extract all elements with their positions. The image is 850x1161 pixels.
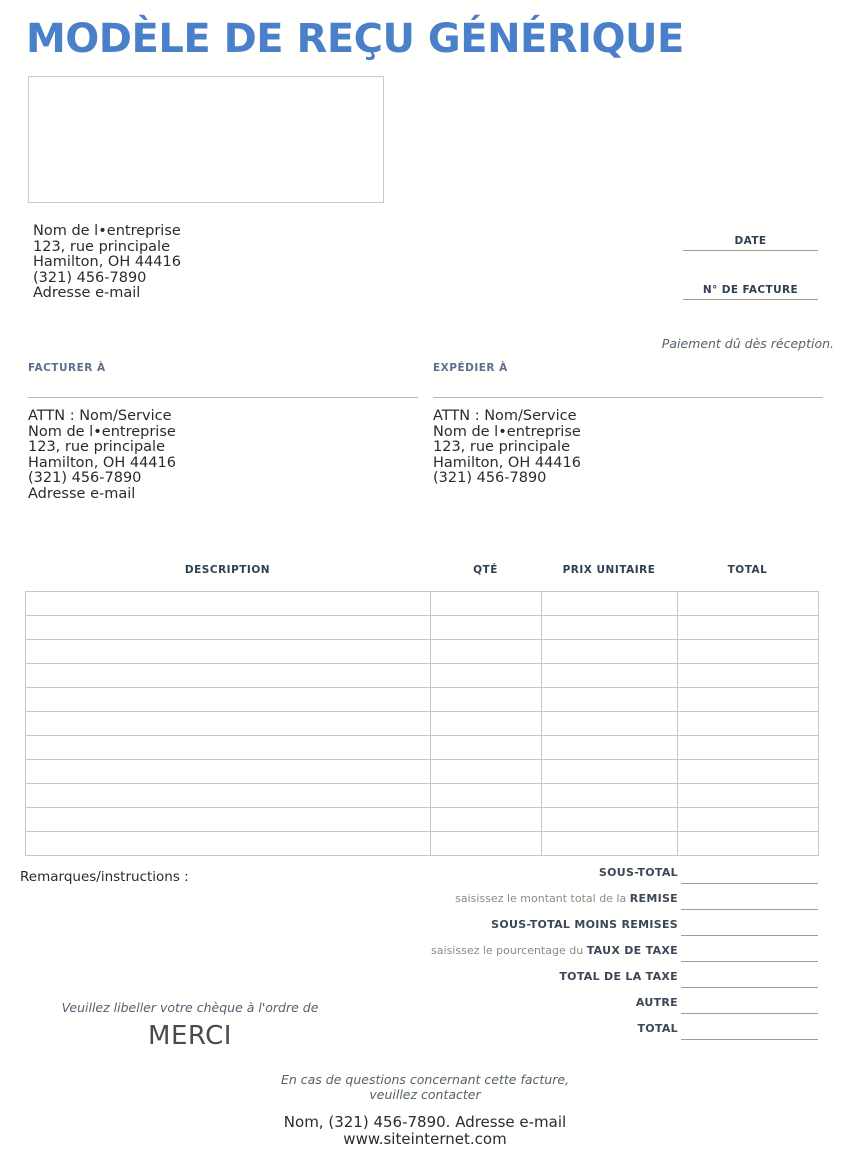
table-row[interactable] [26, 592, 819, 616]
column-header-unit-price: PRIX UNITAIRE [562, 564, 656, 576]
table-cell-unit-price[interactable] [542, 592, 678, 616]
table-cell-quantity[interactable] [431, 832, 542, 856]
totals-row-label: SOUS-TOTAL [598, 866, 678, 879]
totals-row-value-rule[interactable] [681, 1013, 818, 1014]
table-cell-quantity[interactable] [431, 592, 542, 616]
invoice-number-input-rule[interactable] [683, 299, 818, 300]
bill-to-address-line: 123, rue principale [28, 439, 165, 455]
bill-to-address-line: Hamilton, OH 44416 [28, 454, 176, 471]
bill-to-divider [28, 397, 418, 398]
invoice-number-label: N° DE FACTURE [702, 284, 799, 296]
table-cell-total[interactable] [678, 808, 819, 832]
column-header-total: TOTAL [727, 564, 768, 576]
bill-to-address-line: (321) 456-7890 [28, 470, 142, 486]
table-cell-unit-price[interactable] [542, 664, 678, 688]
bill-to-address-line: Nom de l•entreprise [28, 423, 176, 440]
table-cell-description[interactable] [26, 640, 431, 664]
table-cell-description[interactable] [26, 736, 431, 760]
table-cell-description[interactable] [26, 832, 431, 856]
totals-row-value-rule[interactable] [681, 961, 818, 962]
items-table [25, 591, 819, 856]
footer-question-line-2: veuillez contacter [369, 1087, 481, 1102]
bill-to-section [28, 362, 418, 502]
totals-row-value-rule[interactable] [681, 987, 818, 988]
bill-to-heading: FACTURER À [28, 362, 106, 374]
notes-label: Remarques/instructions : [20, 869, 189, 885]
table-cell-total[interactable] [678, 784, 819, 808]
table-cell-unit-price[interactable] [542, 640, 678, 664]
invoice-number-field[interactable] [683, 284, 818, 300]
totals-row [400, 1022, 818, 1048]
totals-row [400, 918, 818, 944]
table-cell-unit-price[interactable] [542, 808, 678, 832]
company-address-line: (321) 456-7890 [33, 269, 147, 286]
table-cell-quantity[interactable] [431, 688, 542, 712]
totals-row-hint: saisissez le pourcentage du [431, 944, 587, 957]
table-cell-total[interactable] [678, 664, 819, 688]
ship-to-address-line: 123, rue principale [433, 439, 570, 455]
totals-row [400, 970, 818, 996]
table-cell-description[interactable] [26, 616, 431, 640]
date-field[interactable] [683, 235, 818, 251]
table-row[interactable] [26, 832, 819, 856]
table-cell-unit-price[interactable] [542, 760, 678, 784]
ship-to-section [433, 362, 823, 487]
totals-row [400, 996, 818, 1022]
totals-row-value-rule[interactable] [681, 883, 818, 884]
table-cell-quantity[interactable] [431, 784, 542, 808]
totals-row-label: saisissez le pourcentage du TAUX DE TAXE [431, 944, 678, 957]
table-cell-unit-price[interactable] [542, 736, 678, 760]
table-cell-unit-price[interactable] [542, 712, 678, 736]
table-cell-quantity[interactable] [431, 664, 542, 688]
ship-to-divider [433, 397, 823, 398]
table-cell-total[interactable] [678, 736, 819, 760]
logo-placeholder-box[interactable] [28, 76, 384, 203]
ship-to-address-line: ATTN : Nom/Service [433, 408, 577, 424]
bill-to-address-line: Adresse e-mail [28, 485, 136, 502]
table-cell-description[interactable] [26, 688, 431, 712]
totals-row-value-rule[interactable] [681, 909, 818, 910]
company-address-block [33, 224, 181, 302]
ship-to-heading: EXPÉDIER À [433, 362, 508, 374]
table-cell-description[interactable] [26, 808, 431, 832]
column-header-quantity: QTÉ [473, 564, 498, 576]
table-row[interactable] [26, 616, 819, 640]
table-cell-quantity[interactable] [431, 640, 542, 664]
footer [0, 1072, 850, 1148]
company-address-line: Nom de l•entreprise [33, 223, 181, 239]
totals-row [400, 892, 818, 918]
footer-question-line-1: En cas de questions concernant cette facture, [280, 1072, 569, 1087]
items-table-body [26, 592, 819, 856]
ship-to-address-line: (321) 456-7890 [433, 470, 547, 486]
company-address-line: Adresse e-mail [33, 285, 141, 301]
totals-row-value-rule[interactable] [681, 935, 818, 936]
table-cell-total[interactable] [678, 712, 819, 736]
table-cell-quantity[interactable] [431, 760, 542, 784]
totals-section [400, 866, 818, 1048]
table-cell-description[interactable] [26, 592, 431, 616]
cheque-instruction-text: Veuillez libeller votre chèque à l'ordre de [61, 1000, 319, 1015]
table-cell-total[interactable] [678, 592, 819, 616]
table-cell-quantity[interactable] [431, 736, 542, 760]
table-row[interactable] [26, 808, 819, 832]
table-cell-total[interactable] [678, 832, 819, 856]
totals-row-label: saisissez le montant total de la REMISE [455, 892, 678, 905]
totals-row [400, 944, 818, 970]
totals-row-label: TOTAL [637, 1022, 678, 1035]
items-table-header [25, 564, 818, 586]
table-cell-total[interactable] [678, 616, 819, 640]
date-input-rule[interactable] [683, 250, 818, 251]
totals-row-value-rule[interactable] [681, 1039, 818, 1040]
table-row[interactable] [26, 736, 819, 760]
footer-website: www.siteinternet.com [343, 1130, 507, 1148]
table-cell-unit-price[interactable] [542, 784, 678, 808]
date-label: DATE [734, 235, 767, 247]
table-cell-description[interactable] [26, 664, 431, 688]
table-cell-quantity[interactable] [431, 712, 542, 736]
totals-row-label: SOUS-TOTAL MOINS REMISES [491, 918, 678, 931]
table-row[interactable] [26, 712, 819, 736]
footer-contact-line: Nom, (321) 456-7890. Adresse e-mail [283, 1113, 567, 1131]
table-cell-unit-price[interactable] [542, 688, 678, 712]
table-row[interactable] [26, 688, 819, 712]
company-address-line: 123, rue principale [33, 238, 170, 255]
table-cell-description[interactable] [26, 784, 431, 808]
table-cell-description[interactable] [26, 712, 431, 736]
bill-to-address [28, 409, 418, 502]
thank-you-text: MERCI [148, 1021, 232, 1051]
column-header-description: DESCRIPTION [184, 564, 271, 576]
table-cell-description[interactable] [26, 760, 431, 784]
table-row[interactable] [26, 760, 819, 784]
table-cell-total[interactable] [678, 760, 819, 784]
ship-to-address [433, 409, 823, 487]
table-cell-quantity[interactable] [431, 616, 542, 640]
table-row[interactable] [26, 640, 819, 664]
table-row[interactable] [26, 664, 819, 688]
totals-row-label: TOTAL DE LA TAXE [559, 970, 678, 983]
totals-row-label: AUTRE [635, 996, 678, 1009]
table-cell-total[interactable] [678, 688, 819, 712]
table-cell-quantity[interactable] [431, 808, 542, 832]
totals-row-hint: saisissez le montant total de la [455, 892, 630, 905]
page-title: MODÈLE DE REÇU GÉNÉRIQUE [26, 16, 684, 62]
table-row[interactable] [26, 784, 819, 808]
company-address-line: Hamilton, OH 44416 [33, 254, 181, 270]
totals-row [400, 866, 818, 892]
ship-to-address-line: Hamilton, OH 44416 [433, 454, 581, 471]
table-cell-unit-price[interactable] [542, 616, 678, 640]
table-cell-total[interactable] [678, 640, 819, 664]
ship-to-address-line: Nom de l•entreprise [433, 423, 581, 440]
payment-terms-text: Paiement dû dès réception. [661, 336, 834, 351]
table-cell-unit-price[interactable] [542, 832, 678, 856]
bill-to-address-line: ATTN : Nom/Service [28, 408, 172, 424]
